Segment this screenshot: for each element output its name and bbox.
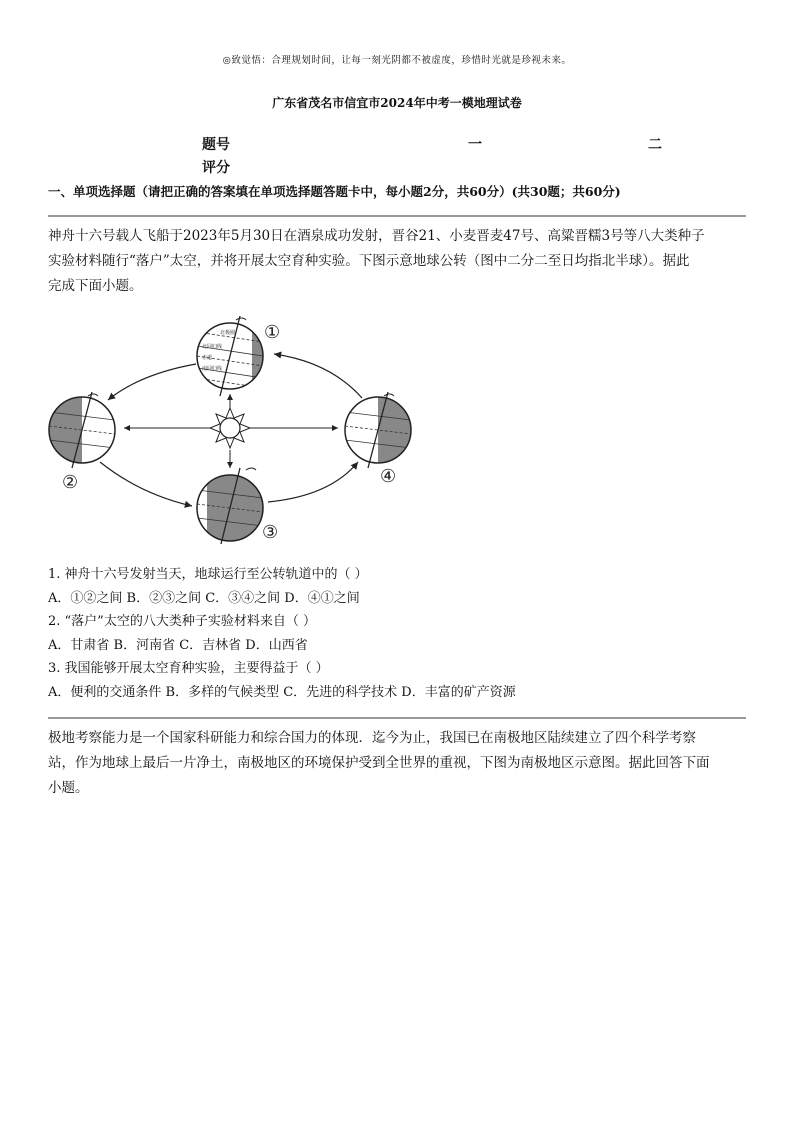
lat-label: 北回归线 xyxy=(202,344,223,350)
earth-orbit-diagram xyxy=(40,312,420,544)
question-2-stem: 2. “落户”太空的八大类种子实验材料来自（ ） xyxy=(48,614,316,629)
orbit-arrow xyxy=(100,462,192,506)
orbit-arrow xyxy=(268,462,358,502)
earth-position-3 xyxy=(197,468,263,544)
passage-1-line: 神舟十六号载人飞船于2023年5月30日在酒泉成功发射，晋谷21、小麦晋麦47号、高粱晋糯3号等八大类种子 xyxy=(48,228,705,244)
divider xyxy=(48,717,746,719)
divider xyxy=(48,215,746,217)
earth-position-2 xyxy=(49,392,115,468)
position-label-4: ④ xyxy=(380,466,397,487)
lat-label: 赤道 xyxy=(202,355,213,361)
earth-position-1 xyxy=(197,316,264,396)
position-label-1: ① xyxy=(264,322,281,343)
passage-2-line: 极地考察能力是一个国家科研能力和综合国力的体现．迄今为止，我国已在南极地区陆续建立了四个科学考察 xyxy=(48,730,696,746)
position-label-3: ③ xyxy=(262,522,279,543)
question-3-stem: 3. 我国能够开展太空育种实验，主要得益于（ ） xyxy=(48,661,329,676)
question-2-options: A．甘肃省 B．河南省 C．吉林省 D．山西省 xyxy=(48,638,308,653)
orbit-arrow xyxy=(108,364,196,400)
position-label-2: ② xyxy=(62,472,79,493)
passage-1-line: 实验材料随行“落户”太空，并将开展太空育种实验。下图示意地球公转（图中二分二至日均指北半球）。据此 xyxy=(48,253,690,269)
section-heading: 一、单项选择题（请把正确的答案填在单项选择题答题卡中，每小题2分，共60分）(共30题；共60分) xyxy=(48,184,621,199)
passage-2 xyxy=(48,726,748,801)
lat-label: 北极圈 xyxy=(220,330,236,336)
score-label: 评分 xyxy=(202,160,230,176)
exam-title: 广东省茂名市信宜市2024年中考一模地理试卷 xyxy=(272,96,522,110)
score-column-2: 二 xyxy=(648,137,662,153)
passage-1-line: 完成下面小题。 xyxy=(48,278,143,294)
question-1-options: A．①②之间 B．②③之间 C．③④之间 D．④①之间 xyxy=(48,591,360,606)
motto-text: ◎致觉悟：合理规划时间，让每一刻光阴都不被虚度，珍惜时光就是珍视未来。 xyxy=(222,55,572,66)
question-1-stem: 1. 神舟十六号发射当天，地球运行至公转轨道中的（ ） xyxy=(48,567,368,582)
question-3-options: A．便利的交通条件 B．多样的气候类型 C．先进的科学技术 D．丰富的矿产资源 xyxy=(48,685,516,700)
passage-2-line: 小题。 xyxy=(48,780,89,796)
earth-position-4 xyxy=(345,392,411,468)
passage-2-line: 站，作为地球上最后一片净土，南极地区的环境保护受到全世界的重视，下图为南极地区示意图。据此回答下面 xyxy=(48,755,710,771)
orbit-arrow xyxy=(274,354,362,398)
score-column-1: 一 xyxy=(468,137,482,153)
score-row-label: 题号 xyxy=(202,137,230,153)
sun-icon xyxy=(210,408,250,448)
lat-label: 南回归线 xyxy=(202,366,223,372)
passage-1 xyxy=(48,224,748,299)
